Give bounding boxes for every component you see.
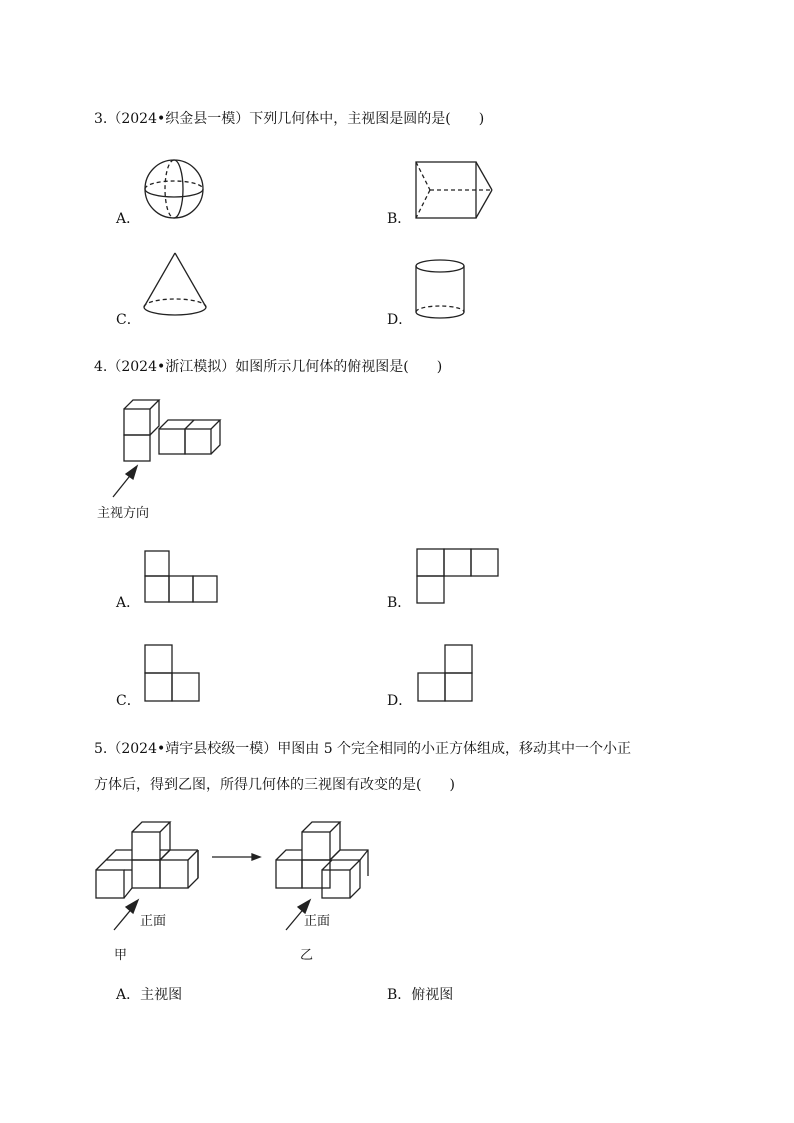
q3-option-b-prism-figure: [412, 158, 502, 220]
question-3-title: [94, 108, 484, 128]
question-4-title: [94, 356, 442, 376]
q5-option-b: [387, 984, 453, 1004]
q4-option-c-view-figure: [144, 644, 202, 704]
question-5-stem-line2: 方体后，得到乙图，所得几何体的三视图有改变的是( ): [94, 777, 455, 793]
q4-option-a-view-figure: [144, 550, 220, 604]
q5-transform-arrow: [212, 852, 262, 862]
q5-figure-jia-name: 甲: [114, 948, 128, 963]
q5-figure-yi-direction-label: 正面: [304, 914, 331, 929]
q5-option-a-text: 主视图: [140, 987, 183, 1003]
q5-option-a: [116, 984, 182, 1004]
question-5-number: 5.: [94, 741, 108, 757]
q3-option-b-label: B．: [387, 211, 412, 227]
q4-option-a-label: A．: [116, 595, 141, 611]
q5-option-b-label: B．: [387, 987, 412, 1003]
question-4-source: （2024•浙江模拟）: [107, 359, 236, 375]
q4-option-d-view-figure: [416, 644, 476, 704]
q4-option-b-view-figure: [416, 548, 502, 606]
q3-option-c-cone-figure: [140, 250, 212, 322]
q4-option-c-label: C．: [116, 693, 141, 709]
q3-option-c-label: C．: [116, 312, 141, 328]
question-5-source: （2024•靖宇县校级一模）: [107, 741, 278, 757]
q4-option-b-label: B．: [387, 595, 412, 611]
q5-figure-yi-name: 乙: [300, 948, 314, 963]
q3-option-a-label: A．: [116, 211, 141, 227]
q4-cube-figure: [110, 400, 230, 500]
question-3-number: 3.: [94, 111, 108, 127]
q5-figure-jia-direction-label: 正面: [140, 914, 167, 929]
question-4-number: 4.: [94, 359, 108, 375]
question-3-stem: 下列几何体中，主视图是圆的是( ): [249, 111, 485, 127]
question-3-source: （2024•织金县一模）: [107, 111, 250, 127]
q4-figure-caption: 主视方向: [97, 506, 150, 521]
q4-option-d-label: D．: [387, 693, 413, 709]
q3-option-d-cylinder-figure: [412, 256, 472, 324]
q3-option-a-sphere-figure: [140, 158, 210, 220]
question-5-stem-line1: 甲图由 5 个完全相同的小正方体组成，移动其中一个小正: [277, 741, 632, 757]
question-5-title: [94, 738, 631, 758]
q5-option-a-label: A．: [116, 987, 141, 1003]
question-4-stem: 如图所示几何体的俯视图是( ): [235, 359, 443, 375]
q5-option-b-text: 俯视图: [411, 987, 454, 1003]
q3-option-d-label: D．: [387, 312, 413, 328]
